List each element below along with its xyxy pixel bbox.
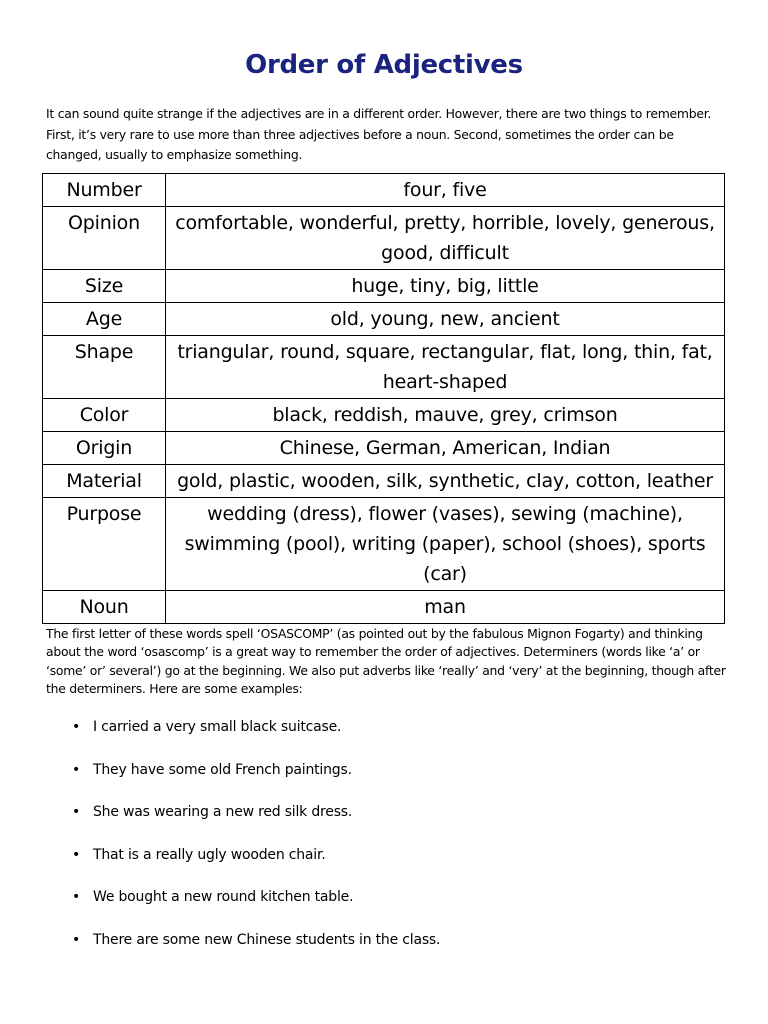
page-title: Order of Adjectives (245, 50, 523, 80)
example-sentence: She was wearing a new red silk dress. (93, 804, 353, 820)
example-sentence: We bought a new round kitchen table. (93, 889, 354, 905)
adjective-order-table (42, 173, 725, 624)
category-cell: Shape (43, 336, 166, 399)
category-cell: Material (43, 465, 166, 498)
table-row (43, 465, 725, 498)
example-sentence: They have some old French paintings. (93, 761, 352, 778)
category-cell: Number (43, 174, 166, 207)
examples-cell: old, young, new, ancient (166, 303, 725, 336)
category-cell: Size (43, 270, 166, 303)
example-sentence: That is a really ugly wooden chair. (93, 846, 326, 863)
examples-cell: gold, plastic, wooden, silk, synthetic, clay, cotton, leather (166, 465, 725, 498)
example-sentence: I carried a very small black suitcase. (93, 719, 342, 735)
list-item (0, 886, 768, 929)
category-cell: Opinion (43, 207, 166, 270)
examples-cell: Chinese, German, American, Indian (166, 432, 725, 465)
table-row (43, 270, 725, 303)
table-row (43, 591, 725, 624)
category-cell: Color (43, 399, 166, 432)
table-row (43, 336, 725, 399)
category-cell: Origin (43, 432, 166, 465)
list-item (0, 844, 768, 887)
bullet-icon: • (72, 719, 81, 735)
list-item (0, 801, 768, 844)
category-cell: Noun (43, 591, 166, 624)
examples-cell: man (166, 591, 725, 624)
list-item (0, 759, 768, 802)
list-item (0, 716, 768, 759)
table-row (43, 303, 725, 336)
table-row (43, 399, 725, 432)
examples-cell: black, reddish, mauve, grey, crimson (166, 399, 725, 432)
intro-paragraph: It can sound quite strange if the adjectives are in a different order. However, there are two things to remember. First, it’s very rare to use more than three adjectives before a noun. Second, sometimes the order can be changed, usually to emphasize something. (46, 106, 712, 162)
examples-list (0, 716, 768, 971)
examples-cell: wedding (dress), flower (vases), sewing (machine), swimming (pool), writing (paper), school (shoes), sports (car) (166, 498, 725, 591)
examples-cell: four, five (166, 174, 725, 207)
category-cell: Age (43, 303, 166, 336)
examples-cell: triangular, round, square, rectangular, flat, long, thin, fat, heart-shaped (166, 336, 725, 399)
bullet-icon: • (72, 889, 81, 905)
examples-cell: comfortable, wonderful, pretty, horrible, lovely, generous, good, difficult (166, 207, 725, 270)
table-row (43, 432, 725, 465)
table-row (43, 207, 725, 270)
bullet-icon: • (72, 931, 81, 948)
example-sentence: There are some new Chinese students in the class. (93, 931, 441, 948)
examples-cell: huge, tiny, big, little (166, 270, 725, 303)
list-item (0, 929, 768, 972)
bullet-icon: • (72, 804, 81, 820)
bullet-icon: • (72, 761, 81, 778)
table-row (43, 498, 725, 591)
explanation-paragraph: The first letter of these words spell ‘OSASCOMP’ (as pointed out by the fabulous Mignon Fogarty) and thinking about the word ‘osascomp’ is a great way to remember the order of adjectives. Determiners (words like ‘a’ or ‘some’ or’ several’) go at the beginning. We also put adverbs like ‘really’ and ‘very’ at the beginning, though after the determiners. Here are some examples: (46, 626, 726, 696)
table-row (43, 174, 725, 207)
bullet-icon: • (72, 846, 81, 863)
category-cell: Purpose (43, 498, 166, 591)
